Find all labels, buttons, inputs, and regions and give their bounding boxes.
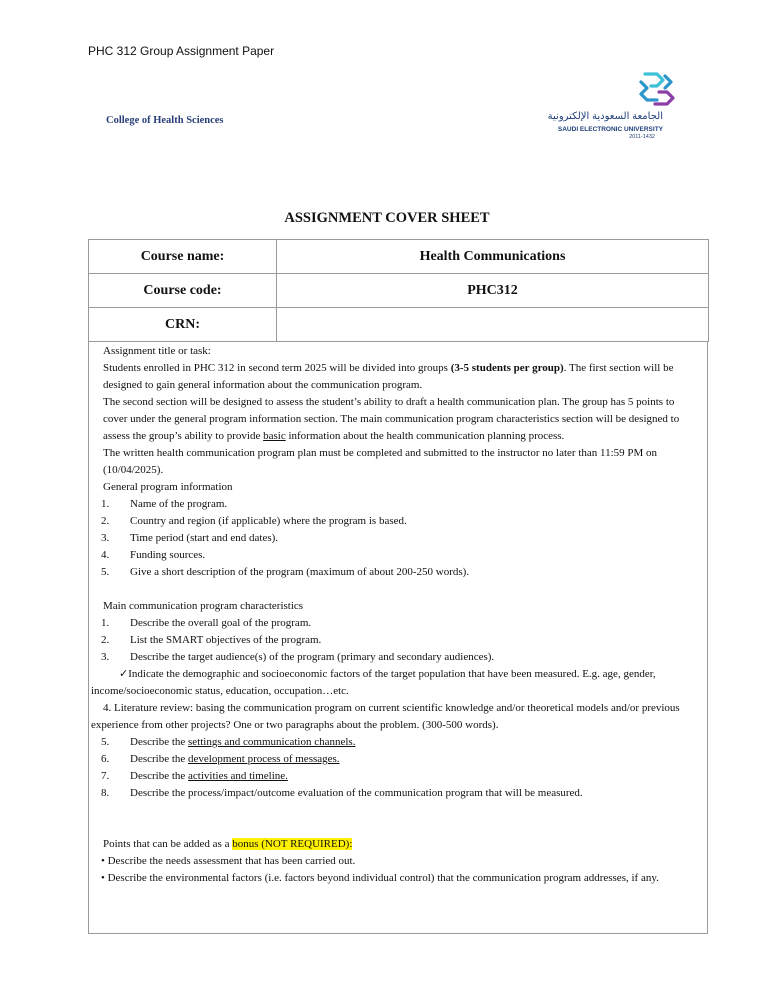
list-item: 8. Describe the process/impact/outcome evaluation of the communication program that will be measured. bbox=[101, 787, 583, 799]
bonus-heading: Points that can be added as a bonus (NOT REQUIRED): bbox=[103, 838, 353, 850]
list-item: 2. Country and region (if applicable) where the program is based. bbox=[101, 515, 407, 527]
bonus-highlight: bonus (NOT REQUIRED): bbox=[232, 838, 353, 850]
university-arabic-name: الجامعة السعودية الإلكترونية bbox=[547, 111, 663, 122]
seu-logo-icon bbox=[635, 70, 679, 110]
list-item: 4. Literature review: basing the communication program on current scientific knowledge and/or theoretical models and/or previous experience from other projects? One or two paragraphs about the problem. (300-500 words). bbox=[91, 702, 680, 731]
general-info-heading: General program information bbox=[103, 481, 233, 493]
list-item: 1. Describe the overall goal of the program. bbox=[101, 617, 312, 629]
list-item: 4. Funding sources. bbox=[101, 549, 206, 561]
course-name-value: Health Communications bbox=[277, 240, 709, 274]
table-row bbox=[89, 308, 709, 342]
university-logo bbox=[527, 70, 677, 145]
list-item: 5. Describe the settings and communication channels. bbox=[101, 736, 356, 748]
college-name: College of Health Sciences bbox=[106, 115, 224, 126]
list-item: 3. Describe the target audience(s) of the program (primary and secondary audiences). bbox=[101, 651, 495, 663]
document-header: PHC 312 Group Assignment Paper bbox=[88, 44, 275, 58]
check-icon: ✓ bbox=[119, 668, 129, 680]
bullet-icon: • bbox=[101, 872, 105, 884]
course-code-label: Course code: bbox=[89, 274, 277, 308]
university-years: 2011-1432 bbox=[629, 134, 655, 140]
task-heading: Assignment title or task: bbox=[103, 345, 211, 357]
crn-label: CRN: bbox=[89, 308, 277, 342]
bullet-item: • Describe the environmental factors (i.e. factors beyond individual control) that the communication program addresses, if any. bbox=[91, 870, 696, 887]
university-english-name: SAUDI ELECTRONIC UNIVERSITY bbox=[557, 126, 663, 133]
course-code-value: PHC312 bbox=[277, 274, 709, 308]
assignment-task bbox=[91, 343, 696, 887]
main-characteristics-heading: Main communication program characteristics bbox=[103, 600, 304, 612]
course-info-table bbox=[88, 239, 709, 342]
checklist-item: ✓Indicate the demographic and socioeconomic factors of the target population that have been measured. E.g. age, gender, income/socioeconomic status, education, occupation…etc. bbox=[91, 668, 656, 697]
list-item: 2. List the SMART objectives of the program. bbox=[101, 634, 322, 646]
list-item: 3. Time period (start and end dates). bbox=[101, 532, 279, 544]
table-row bbox=[89, 274, 709, 308]
task-paragraph-3: The written health communication program plan must be completed and submitted to the instructor no later than 11:59 PM on (10/04/2025). bbox=[103, 447, 658, 476]
list-item: 7. Describe the activities and timeline. bbox=[101, 770, 288, 782]
crn-value bbox=[277, 308, 709, 342]
table-row bbox=[89, 240, 709, 274]
task-paragraph-1: Students enrolled in PHC 312 in second term 2025 will be divided into groups (3-5 students per group). The first section will be designed to gain general information about the communication program. bbox=[103, 362, 674, 391]
list-item: 5. Give a short description of the program (maximum of about 200-250 words). bbox=[101, 566, 470, 578]
cover-sheet-title: ASSIGNMENT COVER SHEET bbox=[284, 210, 490, 226]
bullet-item: • Describe the needs assessment that has been carried out. bbox=[91, 853, 696, 870]
course-name-label: Course name: bbox=[89, 240, 277, 274]
bullet-icon: • bbox=[101, 855, 105, 867]
list-item: 1. Name of the program. bbox=[101, 498, 228, 510]
task-paragraph-2: The second section will be designed to assess the student’s ability to draft a health communication plan. The group has 5 points to cover under the general program information section. The main communication program characteristics section will be designed to assess the group’s ability to provide basic information about the health communication planning process. bbox=[103, 396, 680, 442]
general-info-list bbox=[91, 496, 696, 581]
list-item: 6. Describe the development process of messages. bbox=[101, 753, 340, 765]
